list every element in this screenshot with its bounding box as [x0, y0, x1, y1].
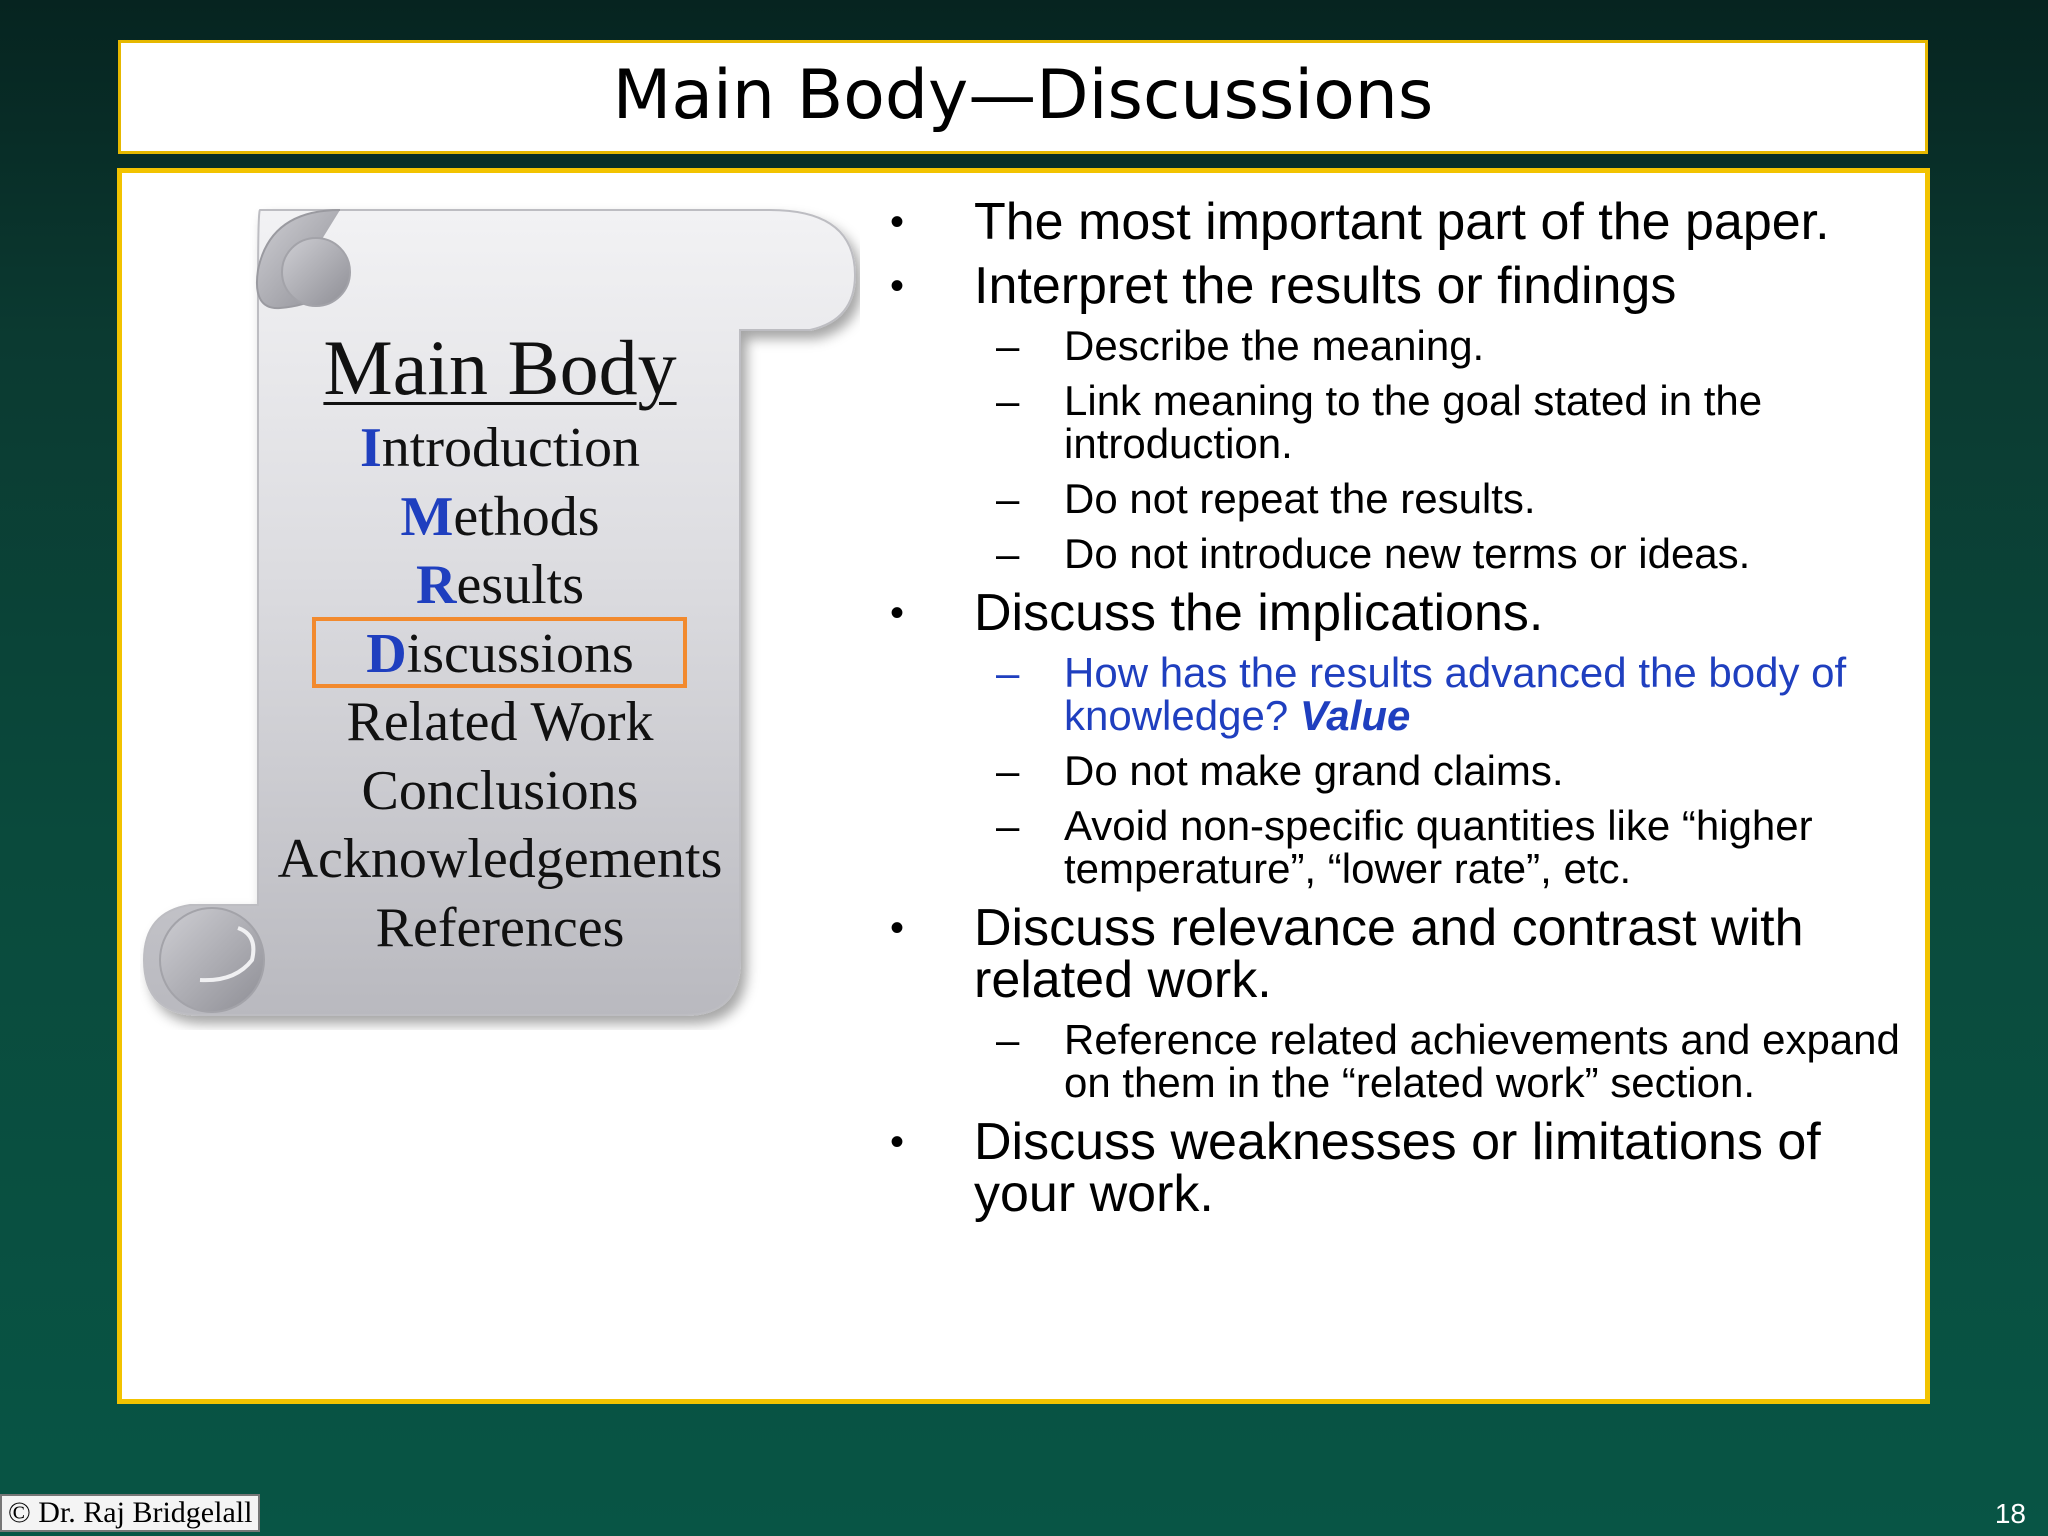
scroll-item-acknowledgements	[120, 825, 880, 894]
bullet-item	[890, 584, 1900, 642]
sub-bullet-item-emphasized	[890, 651, 1900, 737]
bullet-marker: •	[890, 264, 905, 308]
scroll-item-label: ethods	[453, 485, 600, 548]
bullet-list	[890, 193, 1900, 1232]
scroll-item-introduction	[120, 414, 880, 483]
slide-title-box	[118, 40, 1928, 154]
sub-bullet-item	[890, 804, 1900, 890]
bullet-marker: •	[890, 906, 905, 950]
slide-title: Main Body—Discussions	[612, 55, 1434, 135]
sub-bullet-item	[890, 532, 1900, 575]
sub-bullet-text: Do not introduce new terms or ideas.	[1064, 530, 1751, 577]
bullet-item	[890, 193, 1900, 251]
sub-bullet-item	[890, 477, 1900, 520]
bullet-text: Discuss weaknesses or limitations of your work.	[974, 1113, 1821, 1223]
dash-marker: –	[996, 475, 1020, 522]
bullet-text: The most important part of the paper.	[974, 193, 1830, 251]
dash-marker: –	[996, 747, 1020, 794]
sub-bullet-text: Describe the meaning.	[1064, 322, 1485, 369]
scroll-item-initial: D	[366, 622, 407, 685]
sub-bullet-item	[890, 324, 1900, 367]
sub-bullet-item	[890, 1018, 1900, 1104]
scroll-item-label: iscussions	[406, 622, 634, 685]
bullet-marker: •	[890, 591, 905, 635]
sub-bullet-text: Avoid non-specific quantities like “higher temperature”, “lower rate”, etc.	[1064, 802, 1813, 892]
bullet-item	[890, 257, 1900, 315]
scroll-item-label: Conclusions	[361, 759, 639, 822]
dash-marker: –	[996, 322, 1020, 369]
scroll-item-label: Acknowledgements	[277, 828, 723, 890]
sub-bullet-text: Do not make grand claims.	[1064, 747, 1564, 794]
copyright-notice: © Dr. Raj Bridgelall	[0, 1494, 260, 1532]
scroll-item-initial: M	[400, 485, 454, 548]
bullet-text: Interpret the results or findings	[974, 257, 1677, 315]
scroll-item-conclusions	[120, 757, 880, 826]
bullet-item	[890, 1113, 1900, 1223]
scroll-item-initial: I	[360, 417, 382, 479]
scroll-item-initial: R	[415, 554, 457, 616]
scroll-item-related-work	[120, 688, 880, 757]
dash-marker: –	[996, 1016, 1020, 1063]
dash-marker: –	[996, 802, 1020, 849]
bullet-marker: •	[890, 200, 905, 244]
sub-bullet-item	[890, 749, 1900, 792]
sub-bullet-text: Link meaning to the goal stated in the introduction.	[1064, 377, 1763, 467]
scroll-item-results	[120, 551, 880, 620]
dash-marker: –	[996, 649, 1020, 696]
bullet-text: Discuss the implications.	[974, 584, 1544, 642]
dash-marker: –	[996, 530, 1020, 577]
scroll-item-references	[120, 894, 880, 963]
dash-marker: –	[996, 377, 1020, 424]
bullet-marker: •	[890, 1120, 905, 1164]
bullet-item	[890, 899, 1900, 1009]
scroll-heading: Main Body	[323, 324, 677, 411]
bullet-text: Discuss relevance and contrast with related work.	[974, 899, 1804, 1009]
current-section-highlight	[312, 617, 687, 688]
sub-bullet-text: Reference related achievements and expand on them in the “related work” section.	[1064, 1016, 1900, 1106]
scroll-item-label: Related Work	[346, 691, 654, 753]
sub-bullet-item	[890, 379, 1900, 465]
sub-bullet-text: Do not repeat the results.	[1064, 475, 1536, 522]
scroll-item-label: References	[375, 896, 625, 959]
value-emphasis: Value	[1299, 692, 1411, 739]
page-number: 18	[1994, 1498, 2026, 1529]
scroll-item-methods	[120, 483, 880, 552]
scroll-item-label: esults	[456, 554, 584, 616]
scroll-item-label: ntroduction	[381, 417, 640, 479]
sub-bullet-text: How has the results advanced the body of knowledge?	[1064, 649, 1847, 739]
